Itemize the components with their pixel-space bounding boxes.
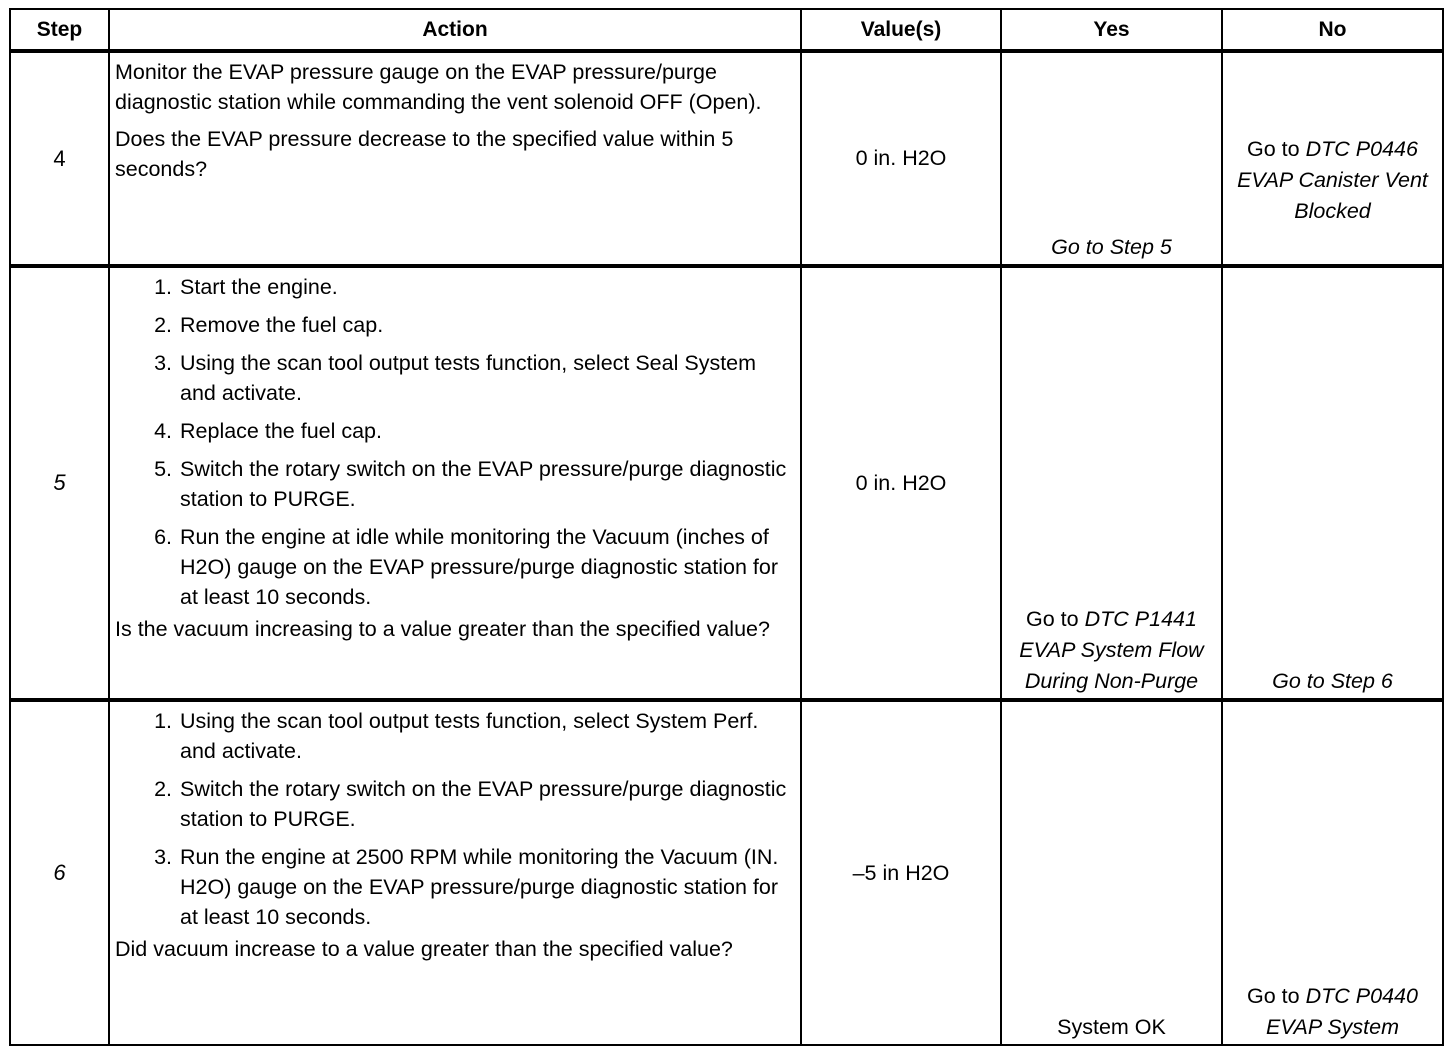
action-cell [109, 700, 801, 1045]
list-number: 2. [154, 777, 172, 801]
list-number: 3. [154, 845, 172, 869]
value-cell: 0 in. H2O [801, 51, 1001, 266]
action-text: Monitor the EVAP pressure gauge on the EVAP pressure/purge diagnostic station while commanding the vent solenoid OFF (Open). [115, 60, 762, 114]
list-number: 6. [154, 525, 172, 549]
no-dtc-link: DTC P0446 EVAP Canister Vent Blocked [1237, 136, 1428, 223]
list-number: 4. [154, 419, 172, 443]
list-text: Remove the fuel cap. [180, 313, 384, 337]
table-row-step-6 [10, 700, 1443, 1045]
header-step: Step [10, 9, 109, 51]
list-number: 3. [154, 351, 172, 375]
list-text: Replace the fuel cap. [180, 419, 382, 443]
list-text: Start the engine. [180, 275, 338, 299]
value-cell: –5 in H2O [801, 700, 1001, 1045]
yes-cell: Go to Step 5 [1001, 51, 1222, 266]
list-number: 1. [154, 709, 172, 733]
list-item [115, 522, 792, 612]
list-item [115, 774, 792, 834]
list-text: Run the engine at idle while monitoring the Vacuum (inches of H2O) gauge on the EVAP pressure/purge diagnostic station for at least 10 seconds. [180, 525, 778, 609]
action-cell [109, 51, 801, 266]
header-row [10, 9, 1443, 51]
list-item [115, 348, 792, 408]
step-number: 5 [10, 266, 109, 700]
no-prefix: Go to [1247, 984, 1300, 1008]
header-values: Value(s) [801, 9, 1001, 51]
list-item [115, 272, 792, 302]
table-row-step-5 [10, 266, 1443, 700]
no-dtc-link: DTC P0440 EVAP System [1265, 984, 1418, 1039]
yes-cell: System OK [1001, 700, 1222, 1045]
list-text: Using the scan tool output tests function, select System Perf. and activate. [180, 709, 759, 763]
yes-prefix: Go to [1026, 607, 1079, 631]
list-text: Run the engine at 2500 RPM while monitoring the Vacuum (IN. H2O) gauge on the EVAP pressure/purge diagnostic station for at least 10 seconds. [180, 845, 779, 929]
action-cell [109, 266, 801, 700]
value-cell: 0 in. H2O [801, 266, 1001, 700]
header-action: Action [109, 9, 801, 51]
step-number: 6 [10, 700, 109, 1045]
no-cell: Go to Step 6 [1222, 266, 1443, 700]
table-row-step-4 [10, 51, 1443, 266]
list-text: Using the scan tool output tests function, select Seal System and activate. [180, 351, 757, 405]
action-steps-list [115, 706, 792, 932]
header-yes: Yes [1001, 9, 1222, 51]
list-number: 5. [154, 457, 172, 481]
list-text: Switch the rotary switch on the EVAP pressure/purge diagnostic station to PURGE. [180, 777, 787, 831]
no-cell [1222, 51, 1443, 266]
list-text: Switch the rotary switch on the EVAP pressure/purge diagnostic station to PURGE. [180, 457, 787, 511]
header-no: No [1222, 9, 1443, 51]
action-question: Did vacuum increase to a value greater than the specified value? [115, 937, 733, 961]
no-prefix: Go to [1247, 136, 1300, 161]
list-item [115, 310, 792, 340]
no-cell [1222, 700, 1443, 1045]
list-item [115, 416, 792, 446]
step-number: 4 [10, 51, 109, 266]
list-number: 2. [154, 313, 172, 337]
list-item [115, 454, 792, 514]
yes-cell [1001, 266, 1222, 700]
action-steps-list [115, 272, 792, 612]
action-question: Does the EVAP pressure decrease to the specified value within 5 seconds? [115, 127, 734, 181]
list-item [115, 842, 792, 932]
yes-dtc-link: DTC P1441 EVAP System Flow During Non-Purge [1019, 607, 1204, 693]
list-number: 1. [154, 275, 172, 299]
diagnostic-table [9, 8, 1444, 1046]
list-item [115, 706, 792, 766]
action-question: Is the vacuum increasing to a value greater than the specified value? [115, 617, 770, 641]
